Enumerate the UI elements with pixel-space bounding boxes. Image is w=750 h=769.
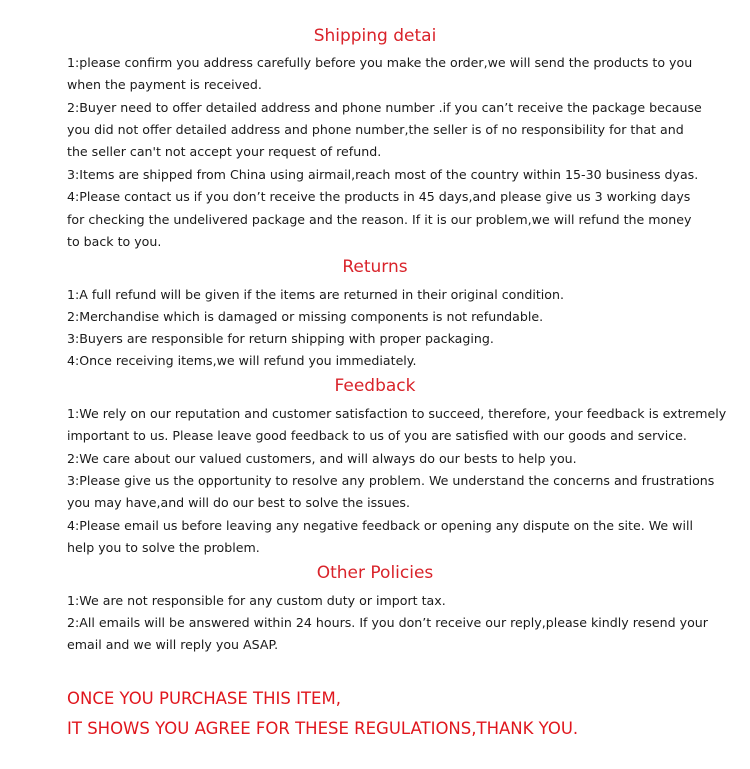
shipping-line: 4:Please contact us if you don’t receive the products in 45 days,and please give us 3 working days: [67, 189, 691, 204]
returns-line: 2:Merchandise which is damaged or missing components is not refundable.: [67, 309, 544, 324]
shipping-line: 2:Buyer need to offer detailed address and phone number .if you can’t receive the package because: [67, 100, 702, 115]
feedback-line: important to us. Please leave good feedback to us of you are satisfied with our goods and service.: [67, 428, 687, 443]
shipping-line: to back to you.: [67, 234, 162, 249]
shipping-line: the seller can't not accept your request of refund.: [67, 144, 382, 159]
returns-line: 3:Buyers are responsible for return shipping with proper packaging.: [67, 331, 494, 346]
feedback-line: 3:Please give us the opportunity to resolve any problem. We understand the concerns and frustrations: [67, 473, 715, 488]
shipping-line: you did not offer detailed address and phone number,the seller is of no responsibility for that and: [67, 122, 684, 137]
other-policies-line: email and we will reply you ASAP.: [67, 637, 279, 652]
returns-line: 4:Once receiving items,we will refund you immediately.: [67, 353, 417, 368]
returns-heading: Returns: [342, 257, 408, 277]
feedback-line: you may have,and will do our best to solve the issues.: [67, 495, 411, 510]
feedback-line: 1:We rely on our reputation and customer satisfaction to succeed, therefore, your feedback is extremely: [67, 406, 727, 421]
shipping-line: when the payment is received.: [67, 77, 262, 92]
shipping-line: 3:Items are shipped from China using airmail,reach most of the country within 15-30 business dyas.: [67, 167, 699, 182]
shipping-heading: Shipping detai: [313, 26, 437, 46]
feedback-line: 4:Please email us before leaving any negative feedback or opening any dispute on the site. We will: [67, 518, 693, 533]
purchase-notice-line-1: ONCE YOU PURCHASE THIS ITEM,: [67, 689, 341, 708]
returns-line: 1:A full refund will be given if the items are returned in their original condition.: [67, 287, 564, 302]
shipping-line: for checking the undelivered package and the reason. If it is our problem,we will refund the money: [67, 212, 692, 227]
feedback-heading: Feedback: [334, 376, 416, 396]
other-policies-line: 1:We are not responsible for any custom duty or import tax.: [67, 593, 446, 608]
shipping-line: 1:please confirm you address carefully before you make the order,we will send the products to you: [67, 55, 693, 70]
purchase-notice-line-2: IT SHOWS YOU AGREE FOR THESE REGULATIONS,THANK YOU.: [67, 719, 579, 738]
feedback-line: help you to solve the problem.: [67, 540, 260, 555]
feedback-line: 2:We care about our valued customers, and will always do our bests to help you.: [67, 451, 577, 466]
other-policies-line: 2:All emails will be answered within 24 hours. If you don’t receive our reply,please kindly resend your: [67, 615, 708, 630]
other-policies-heading: Other Policies: [316, 563, 434, 583]
